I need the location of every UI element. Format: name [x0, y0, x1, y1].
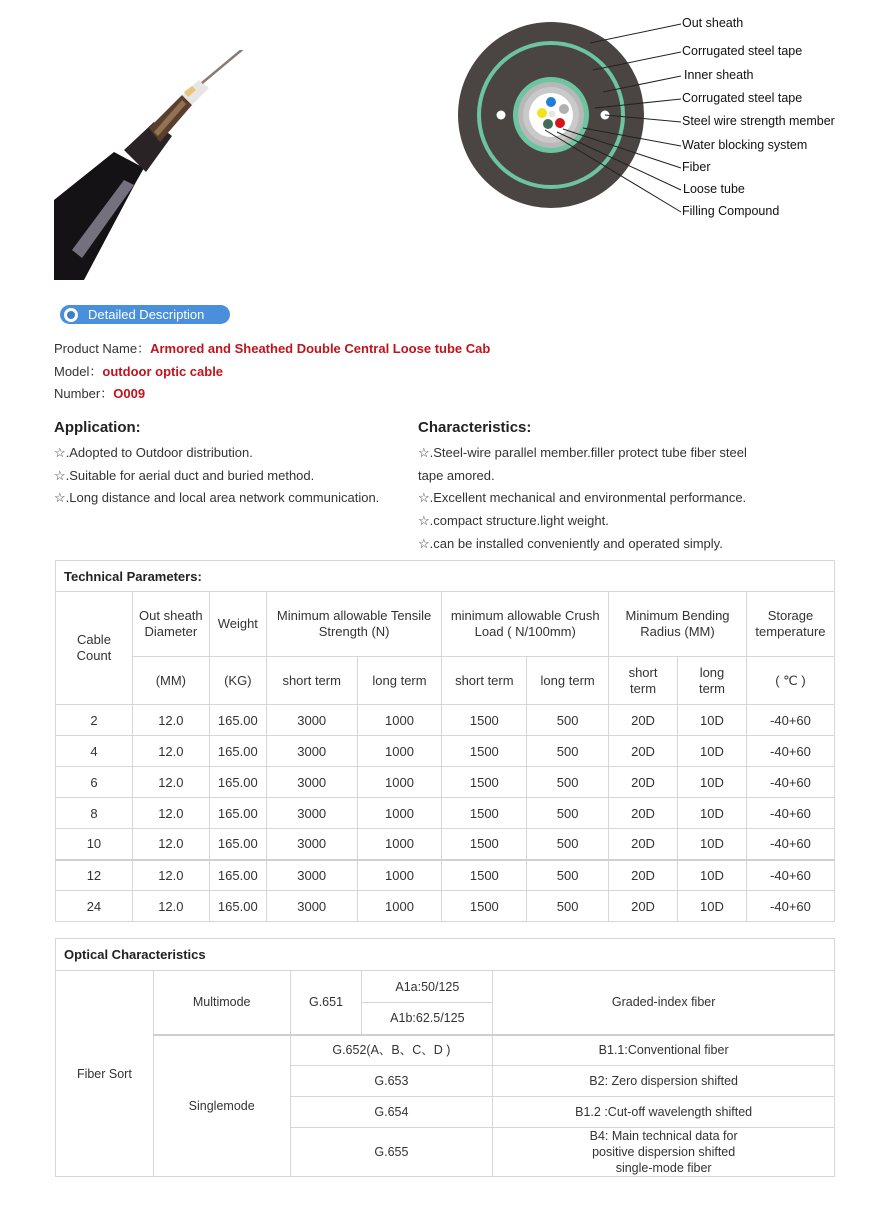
header-diameter: Out sheath Diameter	[132, 592, 209, 657]
diagram-label-fiber: Fiber	[682, 160, 711, 174]
fiber-sort-label: Fiber Sort	[56, 971, 154, 1177]
table-row	[56, 829, 835, 860]
application-item: ☆.Adopted to Outdoor distribution.	[54, 445, 253, 460]
cell-tensile-short: 3000	[266, 736, 357, 767]
multimode-label: Multimode	[153, 971, 290, 1035]
subheader-diameter-unit: (MM)	[132, 657, 209, 705]
singlemode-standard-g655: G.655	[290, 1128, 493, 1177]
singlemode-description-g655: B4: Main technical data for positive dispersion shifted single-mode fiber	[493, 1128, 835, 1177]
cell-diameter: 12.0	[132, 829, 209, 860]
cell-crush-short: 1500	[442, 767, 527, 798]
header-storage-temperature: Storage temperature	[746, 592, 834, 657]
cell-bend-short: 20D	[609, 891, 678, 922]
cell-crush-long: 500	[527, 767, 609, 798]
header-bending-radius: Minimum Bending Radius (MM)	[609, 592, 747, 657]
cell-crush-short: 1500	[442, 798, 527, 829]
cell-storage: -40+60	[746, 829, 834, 860]
number-line	[54, 383, 145, 402]
cell-cable-count: 4	[56, 736, 133, 767]
characteristics-heading: Characteristics:	[418, 419, 532, 436]
subheader-tensile-short: short term	[266, 657, 357, 705]
cell-weight: 165.00	[209, 705, 266, 736]
product-name-label: Product Name：	[54, 341, 151, 356]
diagram-label-filling-compound: Filling Compound	[682, 204, 780, 218]
cell-tensile-long: 1000	[357, 705, 442, 736]
model-value: outdoor optic cable	[102, 364, 224, 379]
diagram-label-out-sheath: Out sheath	[682, 16, 744, 30]
product-name-value: Armored and Sheathed Double Central Loose tube Cab	[150, 341, 491, 356]
cell-bend-short: 20D	[609, 767, 678, 798]
technical-parameters-table	[55, 560, 835, 922]
cell-cable-count: 12	[56, 860, 133, 891]
cell-diameter: 12.0	[132, 798, 209, 829]
table-row	[56, 736, 835, 767]
characteristics-item: ☆.Excellent mechanical and environmental performance.	[418, 490, 747, 506]
singlemode-description-g654: B1.2 :Cut-off wavelength shifted	[493, 1097, 835, 1128]
model-line	[54, 361, 223, 380]
technical-parameters-title: Technical Parameters:	[56, 561, 835, 592]
characteristics-list	[418, 442, 747, 556]
subheader-crush-long: long term	[527, 657, 609, 705]
diagram-label-corrugated-steel-tape-outer: Corrugated steel tape	[682, 44, 803, 58]
cell-storage: -40+60	[746, 767, 834, 798]
cell-crush-short: 1500	[442, 860, 527, 891]
cell-crush-long: 500	[527, 705, 609, 736]
application-item: ☆.Long distance and local area network communication.	[54, 490, 380, 506]
application-item: ☆.Suitable for aerial duct and buried method.	[54, 467, 315, 483]
cell-tensile-short: 3000	[266, 860, 357, 891]
cell-storage: -40+60	[746, 798, 834, 829]
singlemode-standard-g654: G.654	[290, 1097, 493, 1128]
cell-tensile-short: 3000	[266, 829, 357, 860]
cell-diameter: 12.0	[132, 736, 209, 767]
cell-crush-short: 1500	[442, 829, 527, 860]
singlemode-description-g652: B1.1:Conventional fiber	[493, 1035, 835, 1066]
cell-cable-count: 8	[56, 798, 133, 829]
header-crush-load: minimum allowable Crush Load ( N/100mm)	[442, 592, 609, 657]
cell-crush-long: 500	[527, 798, 609, 829]
cell-crush-long: 500	[527, 736, 609, 767]
cell-storage: -40+60	[746, 860, 834, 891]
header-tensile-strength: Minimum allowable Tensile Strength (N)	[266, 592, 442, 657]
cell-bend-long: 10D	[678, 829, 747, 860]
cell-bend-long: 10D	[678, 736, 747, 767]
characteristics-item: tape amored.	[418, 467, 495, 483]
singlemode-description-g653: B2: Zero dispersion shifted	[493, 1066, 835, 1097]
cell-diameter: 12.0	[132, 767, 209, 798]
header-cable-count: Cable Count	[56, 592, 133, 705]
diagram-label-corrugated-steel-tape-inner: Corrugated steel tape	[682, 91, 803, 105]
cell-diameter: 12.0	[132, 891, 209, 922]
cell-bend-long: 10D	[678, 860, 747, 891]
subheader-weight-unit: (KG)	[209, 657, 266, 705]
optical-characteristics-title: Optical Characteristics	[56, 939, 835, 971]
multimode-description: Graded-index fiber	[493, 971, 835, 1035]
cell-storage: -40+60	[746, 705, 834, 736]
characteristics-item: ☆.compact structure.light weight.	[418, 513, 609, 529]
diagram-label-steel-wire-strength-member: Steel wire strength member	[682, 114, 835, 128]
number-value: O009	[113, 386, 146, 401]
singlemode-standard-g652: G.652(A、B、C、D )	[290, 1035, 493, 1066]
subheader-storage-unit: ( ℃ )	[746, 657, 834, 705]
cell-tensile-short: 3000	[266, 767, 357, 798]
cell-tensile-long: 1000	[357, 767, 442, 798]
cell-bend-long: 10D	[678, 891, 747, 922]
cell-cable-count: 24	[56, 891, 133, 922]
cell-crush-long: 500	[527, 860, 609, 891]
cell-crush-long: 500	[527, 891, 609, 922]
singlemode-standard-g653: G.653	[290, 1066, 493, 1097]
cell-bend-long: 10D	[678, 705, 747, 736]
cell-diameter: 12.0	[132, 705, 209, 736]
cell-cable-count: 10	[56, 829, 133, 860]
cell-storage: -40+60	[746, 736, 834, 767]
application-list	[54, 442, 379, 510]
detailed-description-tab[interactable]	[60, 305, 230, 324]
cell-tensile-long: 1000	[357, 736, 442, 767]
cell-crush-short: 1500	[442, 736, 527, 767]
cell-tensile-short: 3000	[266, 705, 357, 736]
table-row	[56, 891, 835, 922]
cell-cable-count: 2	[56, 705, 133, 736]
characteristics-item: ☆.Steel-wire parallel member.filler protect tube fiber steel	[418, 445, 747, 460]
cell-crush-long: 500	[527, 829, 609, 860]
cell-bend-short: 20D	[609, 829, 678, 860]
table-row	[56, 705, 835, 736]
cell-tensile-long: 1000	[357, 891, 442, 922]
cell-cable-count: 6	[56, 767, 133, 798]
cell-weight: 165.00	[209, 829, 266, 860]
cell-bend-long: 10D	[678, 798, 747, 829]
table-row	[56, 860, 835, 891]
header-weight: Weight	[209, 592, 266, 657]
cell-storage: -40+60	[746, 891, 834, 922]
optical-characteristics-table	[55, 938, 835, 1177]
cell-crush-short: 1500	[442, 891, 527, 922]
cell-tensile-short: 3000	[266, 891, 357, 922]
multimode-standard: G.651	[290, 971, 362, 1035]
characteristics-item: ☆.can be installed conveniently and operated simply.	[418, 535, 723, 551]
multimode-type-a1b: A1b:62.5/125	[362, 1003, 493, 1035]
application-heading: Application:	[54, 419, 141, 436]
cell-weight: 165.00	[209, 860, 266, 891]
product-name-line	[54, 338, 490, 357]
cell-tensile-long: 1000	[357, 829, 442, 860]
cell-weight: 165.00	[209, 736, 266, 767]
number-label: Number：	[54, 386, 114, 401]
subheader-tensile-long: long term	[357, 657, 442, 705]
cable-cross-section-diagram	[455, 10, 855, 225]
cell-weight: 165.00	[209, 798, 266, 829]
cell-bend-short: 20D	[609, 705, 678, 736]
cell-crush-short: 1500	[442, 705, 527, 736]
diagram-label-inner-sheath: Inner sheath	[684, 68, 754, 82]
table-row	[56, 798, 835, 829]
cell-bend-short: 20D	[609, 736, 678, 767]
diagram-label-water-blocking-system: Water blocking system	[682, 138, 808, 152]
cell-tensile-long: 1000	[357, 798, 442, 829]
cell-diameter: 12.0	[132, 860, 209, 891]
cell-tensile-long: 1000	[357, 860, 442, 891]
subheader-bend-short: short term	[609, 657, 678, 705]
cable-photo	[54, 50, 294, 280]
cell-bend-short: 20D	[609, 860, 678, 891]
model-label: Model：	[54, 364, 103, 379]
subheader-bend-long: long term	[678, 657, 747, 705]
cell-weight: 165.00	[209, 891, 266, 922]
cell-bend-short: 20D	[609, 798, 678, 829]
cell-tensile-short: 3000	[266, 798, 357, 829]
diagram-label-loose-tube: Loose tube	[683, 182, 745, 196]
detailed-description-label: Detailed Description	[88, 307, 205, 322]
cell-bend-long: 10D	[678, 767, 747, 798]
cell-weight: 165.00	[209, 767, 266, 798]
singlemode-label: Singlemode	[153, 1035, 290, 1177]
subheader-crush-short: short term	[442, 657, 527, 705]
radio-dot-icon	[64, 308, 78, 322]
table-row	[56, 767, 835, 798]
multimode-type-a1a: A1a:50/125	[362, 971, 493, 1003]
